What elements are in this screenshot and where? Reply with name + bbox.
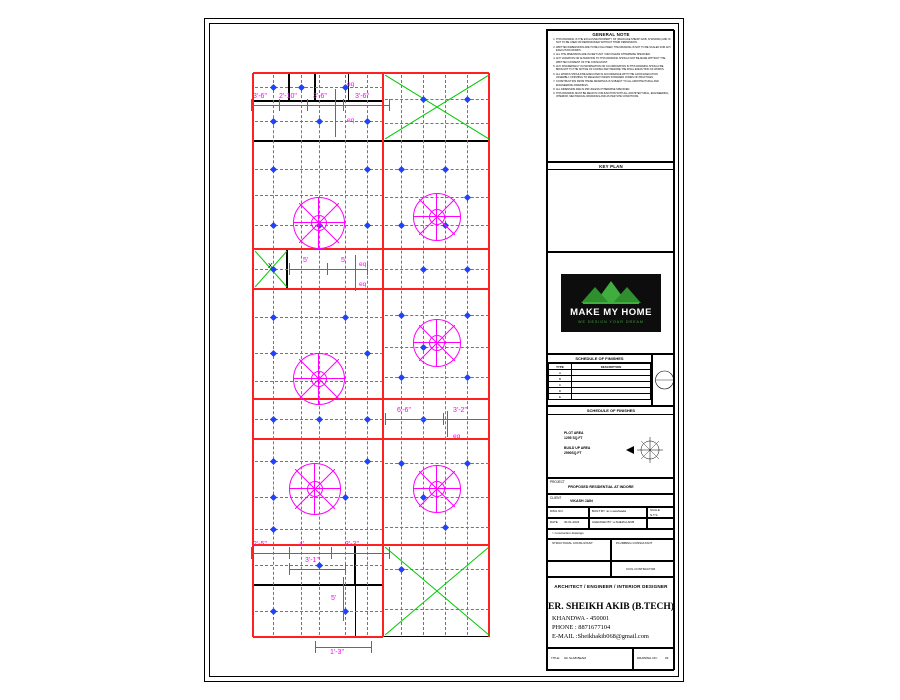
dimension-label: 3'-1" (305, 557, 319, 564)
sheet-title-label: TITLE: (551, 656, 561, 660)
dimension-label: 3'-3" (345, 541, 359, 548)
dimension-tick (307, 99, 308, 111)
dimension-label: 1'-3" (330, 649, 344, 656)
dimension-line (335, 89, 336, 137)
sheet-title-value: GF SLAB BEAM (564, 656, 587, 660)
dwg-no-cell (547, 507, 589, 518)
logo-title: MAKE MY HOME (570, 307, 652, 318)
client-value: VIKASH JAIN (570, 499, 593, 503)
beam-segment (253, 636, 383, 638)
dimension-tick (251, 547, 252, 559)
dimension-label: 3'-6" (253, 93, 267, 100)
structural-plan-area (215, 29, 543, 671)
dimension-tick (385, 413, 386, 425)
fan-blade-diagonal (419, 199, 455, 235)
date-value: 30-01-2023 (564, 520, 580, 524)
fan-blade-diagonal (295, 469, 335, 509)
dimension-label: 3'-6" (313, 93, 327, 100)
schedule-type-cell: A (549, 370, 572, 376)
dimension-tick (443, 413, 444, 425)
revision-cell (547, 529, 675, 539)
dimension-label: 2'-5" (253, 541, 267, 548)
schedule-finishes-1-title: SCHEDULE OF FINISHES (548, 355, 651, 363)
dimension-line (251, 105, 389, 106)
schedule-col-header: DESCRIPTION (572, 364, 651, 370)
dimension-label: 3'-2" (453, 407, 467, 414)
consultant-blank-cell (547, 561, 611, 577)
dimension-line (447, 411, 448, 437)
note-item: 9. THIS DRAWING MUST BE READ IN CONJUNCTION WITH ALL ARCHITECTURAL, ENGINEERING, INTERIOR, MECHANICAL DRAWINGS AND AS PER SITE CONDITIONS. (556, 92, 672, 99)
dimension-tick (327, 263, 328, 275)
general-note-box (547, 30, 675, 162)
dimension-eq-label: eq (359, 261, 367, 268)
dimension-tick (279, 99, 280, 111)
schedule-type-cell: E (549, 394, 572, 400)
company-logo (561, 274, 661, 332)
note-item: 2. WRITTEN DIMENSIONS ARE TO BE FOLLOWED; THE DRAWING IS NOT TO BE SCALED FOR ANY EXECUTION WORKS. (556, 46, 672, 53)
note-item: 4. ANY VARIATION OR ALTERATION TO THIS DRAWING SHOULD NOT BE MADE WITHOUT THE WRITTEN CONSENT OF THE CONSULTANT. (556, 57, 672, 64)
logo-tagline: WE DESIGN YOUR DREAM (578, 320, 644, 324)
beam-segment (383, 438, 489, 440)
beam-segment (253, 72, 383, 74)
dimension-tick (289, 563, 290, 575)
key-plan-title: KEY PLAN (548, 163, 674, 170)
scale-value: N.T.S. (650, 513, 659, 517)
note-item: 7. CONSTRUCTION FROM THESE DRAWINGS IS SUBJECT TO ALL ARCHITECTURAL AND ENGINEERING DRAWINGS. (556, 80, 672, 87)
dimension-line (355, 255, 356, 291)
civil-contractor-label: CIVIL CONTRACTOR (626, 567, 656, 571)
table-row (549, 394, 651, 400)
schedule-finishes-2-title: SCHEDULE OF FINISHES (548, 407, 674, 415)
dimension-eq-label: eq (347, 117, 355, 124)
firm-address: KHANDWA - 450001 (552, 615, 610, 622)
civil-contractor-cell (611, 561, 675, 577)
dimension-tick (289, 263, 290, 275)
schedule-col-header: TYPE (549, 364, 572, 370)
dimension-line (289, 569, 345, 570)
dimension-label: 5' (341, 257, 347, 264)
footer-title-cell (547, 648, 633, 670)
project-value: PROPOSED RESIDENTIAL AT INDORE (568, 485, 634, 489)
note-item: 5. ANY DISCREPANCY IN INFORMATION OR CO-ORDINATION IN THIS DRAWING SHOULD BE BROUGHT TO THE NOTICE OF CONSULTANT BEFORE THE FINAL EXECUTION OF WORKS. (556, 65, 672, 72)
dimension-tick (251, 99, 252, 111)
beam-segment (383, 398, 489, 400)
slab-sub-panel (355, 545, 383, 637)
client-label: CLIENT (550, 496, 562, 500)
schedule-type-cell: D (549, 388, 572, 394)
title-block-panel (546, 29, 674, 671)
plumbing-consultant-cell (611, 539, 675, 561)
dimension-tick (371, 641, 372, 653)
reinforcement-line (345, 75, 346, 635)
beam-segment (383, 544, 489, 546)
schedule-finishes-1-table (548, 363, 651, 400)
dimension-label: 2'-10" (279, 93, 297, 100)
scale-cell (647, 507, 675, 518)
note-item: 3. ALL THE DIMENSION ARE IN FEET UNIT / MM UNLESS OTHERWISE SPECIFIED. (556, 53, 672, 56)
schedule-desc-cell (572, 394, 651, 400)
dimension-line (385, 419, 489, 420)
plot-area-value: 1295 SQ.FT (564, 436, 583, 441)
schedule-finishes-1-box (547, 354, 652, 406)
scale-label: SCALE (650, 508, 660, 512)
project-box (547, 478, 675, 494)
dimension-line (343, 577, 344, 621)
checked-by-label: CHECKED BY :a.SHEIKH AKIB (592, 520, 635, 524)
plot-area-label: PLOT AREA (564, 431, 584, 435)
built-area-label: BUILD UP AREA (564, 446, 591, 451)
footer-dwg-cell (633, 648, 675, 670)
dimension-eq-label: eq (359, 281, 367, 288)
architect-heading: ARCHITECT / ENGINEER / INTERIOR DESIGNER (554, 584, 668, 589)
dimension-tick (345, 563, 346, 575)
date-label: DATE (550, 520, 558, 524)
firm-name: ER. SHEIKH AKIB (B.TECH) (548, 602, 674, 612)
dimension-tick (343, 99, 344, 111)
north-arrow-icon (624, 431, 668, 469)
built-area-value: 2990SQ.FT (564, 451, 582, 456)
schedule-type-cell: B (549, 376, 572, 382)
dimension-tick (289, 547, 290, 559)
revision-label: > construction drawings (552, 531, 584, 535)
dimension-tick (331, 547, 332, 559)
fan-blade-diagonal (299, 359, 339, 399)
void-cross-icon (385, 547, 489, 635)
built-by-cell (589, 507, 647, 518)
schedule-type-cell: C (549, 382, 572, 388)
date-cell (547, 518, 589, 529)
dimension-eq-label: eq (453, 433, 461, 440)
dimension-label: 6'-6" (397, 407, 411, 414)
general-note-body (548, 37, 674, 99)
general-note-title: GENERAL NOTE (592, 32, 630, 37)
fan-blade-diagonal (419, 325, 455, 361)
note-item: 8. ALL DIMENSION ARE IN MM UNLESS OTHERWISE SPECIFIED. (556, 88, 672, 91)
dimension-tick (389, 547, 390, 559)
fan-blade-diagonal (299, 203, 339, 243)
mountain-logo-icon (561, 277, 661, 307)
dimension-tick (489, 413, 490, 425)
dimension-line (251, 553, 389, 554)
dimension-eq-label: eq (347, 81, 355, 88)
beam-segment (383, 72, 489, 74)
void-cross-icon (385, 75, 489, 139)
checked-by-cell (589, 518, 647, 529)
dimension-label: 4' (299, 541, 305, 548)
dimension-tick (315, 641, 316, 653)
scale-cell-blank (647, 518, 675, 529)
key-plan-box (547, 162, 675, 252)
reinforcement-line (299, 75, 305, 635)
built-by-label: BUILT BY :ar.n.swahsada (592, 509, 627, 513)
drawing-no-label: DRAWING NO: (637, 656, 658, 660)
circle-sample-icon (653, 355, 676, 405)
plumbing-consultant-label: PLUMBING CONSULTANT (616, 541, 653, 545)
note-item: 1. THIS DRAWING IS THE EXCLUSIVE PROPERTY OF (MACKAGE SHEIKH AKIB, KHANDWA) AND IS NOT TO BE USED OR REPRODUCED WITHOUT THEIR PERMISSION. (556, 38, 672, 45)
area-summary (564, 431, 590, 457)
structural-consultant-cell (547, 539, 611, 561)
architect-block (547, 577, 675, 648)
beam-segment (383, 248, 489, 250)
firm-phone: PHONE : 8871677104 (552, 624, 611, 631)
client-box (547, 494, 675, 507)
x-marker-label: X (268, 263, 273, 270)
firm-email: E-MAIL :Sheikhakib068@gmail.com (552, 633, 649, 640)
dimension-tick (367, 263, 368, 275)
dimension-label: 3'-6" (355, 93, 369, 100)
structural-consultant-label: STRUCTURAL CONSULTANT (552, 541, 593, 545)
dimension-label: 5' (303, 257, 309, 264)
schedule-finishes-2-box (547, 406, 675, 478)
fan-blade-diagonal (419, 471, 455, 507)
dimension-line (315, 647, 371, 648)
note-item: 6. ALL WORKS SHOULD BE EXECUTED IN ACCORDANCE WITH THE GOOD EXECUTION ASSEMBLY, FINISHING TO RELEVANT INDIAN STANDARD CODES OF PRACTICES. (556, 73, 672, 80)
drawing-no-value: 03 (665, 656, 669, 660)
dimension-tick (389, 99, 390, 111)
beam-segment (383, 288, 489, 290)
project-label: PROJECT (550, 480, 565, 484)
dimension-label: 5' (331, 595, 337, 602)
dwg-no-label: DWG NO. (550, 509, 564, 513)
finish-sample-box (652, 354, 675, 406)
